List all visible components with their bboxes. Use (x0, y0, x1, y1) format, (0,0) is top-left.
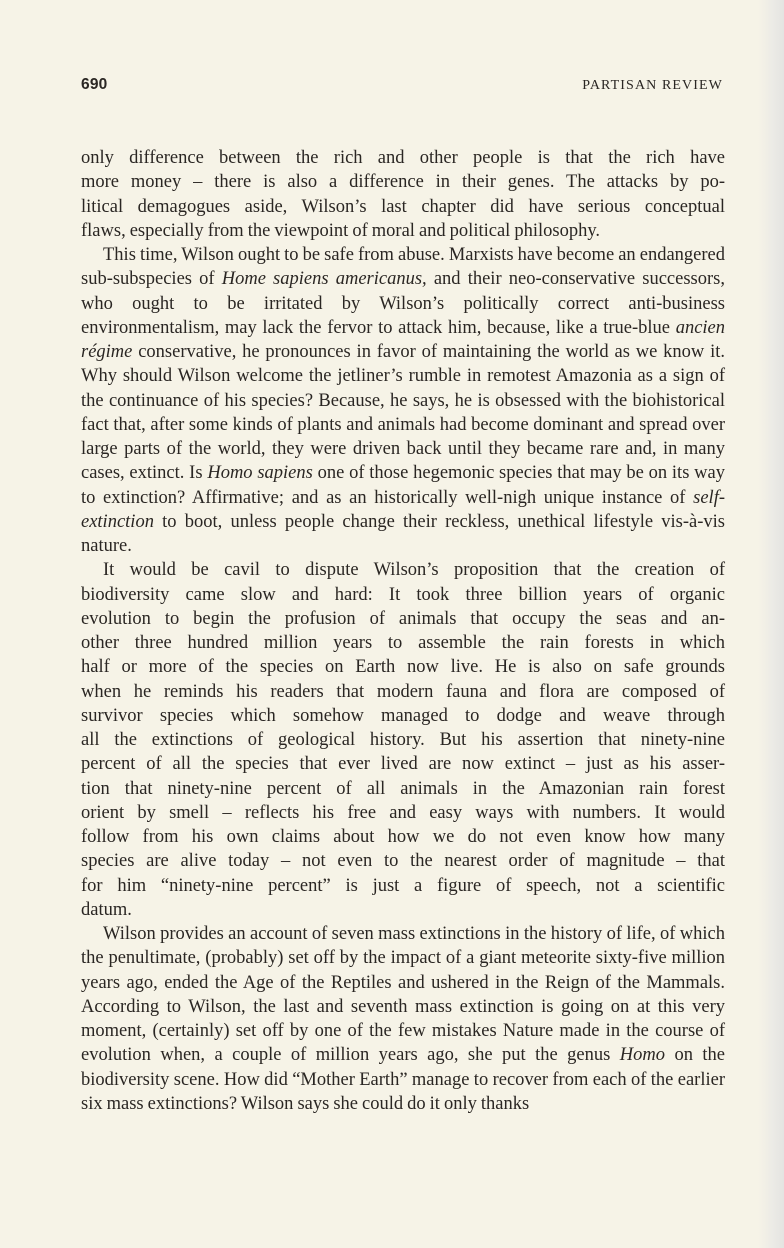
text-run: one of those hegemonic species that may be on its way to extinction? Affirmative; and as an historically well-nigh unique instance of (81, 463, 725, 508)
text-line: tion that ninety-nine percent of all animals in the Amazonian rain forest (81, 778, 725, 799)
text-line: survivor species which somehow managed to dodge and weave through (81, 705, 725, 726)
article-body (81, 146, 725, 1116)
text-line: orient by smell – reflects his free and easy ways with numbers. It would (81, 802, 725, 823)
text-line: flaws, especially from the viewpoint of moral and political philosophy. (81, 220, 600, 241)
italic-run: Homo (619, 1045, 665, 1066)
text-line: half or more of the species on Earth now live. He is also on safe grounds (81, 657, 725, 678)
text-line: for him “ninety-nine percent” is just a figure of speech, not a scientific (81, 875, 725, 896)
text-run: conservative, he pronounces in favor of maintaining the world as we know it. Why should Wilson welcome the jetliner’s rumble in remotest Amazonia as a sign of the continuance of his species? Because, he says, he is obsessed with the biohistorical fact that, after some kinds of plants and animals had become dominant and spread over large parts of the world, they were driven back until they became rare and, in many cases, extinct. Is (81, 342, 725, 484)
text-line: evolution to begin the profusion of animals that occupy the seas and an- (81, 608, 725, 629)
text-line: It would be cavil to dispute Wilson’s proposition that the creation of (103, 560, 725, 581)
text-run: Wilson provides an account of seven mass extinctions in the history of life, of which the penultimate, (probably) set off by the impact of a giant meteorite sixty-five million years ago, ended the Age of the Reptiles and ushered in the Reign of the Mammals. According to Wilson, the last and seventh mass extinction is going on at this very moment, (certainly) set off by one of the few mistakes Nature made in the course of evolution when, a couple of million years ago, she put the genus (81, 924, 725, 1066)
italic-run: Homo sapiens (207, 463, 313, 484)
text-line: percent of all the species that ever lived are now extinct – just as his asser- (81, 754, 725, 775)
text-line: follow from his own claims about how we do not even know how many (81, 827, 725, 847)
text-line: all the extinctions of geological history. But his assertion that ninety-nine (81, 730, 725, 750)
italic-run: ancien régime (81, 317, 725, 362)
running-head: PARTISAN REVIEW (582, 78, 723, 93)
text-line: when he reminds his readers that modern fauna and flora are composed of (81, 681, 725, 702)
page-edge-shadow (758, 0, 784, 1248)
text-line: more money – there is also a difference in their genes. The attacks by po- (81, 172, 725, 193)
text-line: litical demagogues aside, Wilson’s last chapter did have serious conceptual (81, 196, 725, 217)
italic-run: Home sapiens americanus, (221, 269, 427, 290)
page-header (81, 76, 723, 94)
text-line: species are alive today – not even to the nearest order of magnitude – that (81, 851, 725, 872)
text-run: This time, Wilson ought to be safe from abuse. Marxists have become an endangered sub-subspecies of (81, 245, 725, 290)
page-number: 690 (81, 76, 108, 93)
text-line: only difference between the rich and other people is that the rich have (81, 148, 725, 168)
italic-run: self-extinction (81, 487, 725, 532)
paragraph (81, 922, 725, 1116)
text-run: on the biodiversity scene. How did “Mother Earth” manage to recover from each of the earlier six mass extinctions? Wilson says she could do it only thanks (81, 1045, 725, 1114)
text-run: and their neo-conservative successors, who ought to be irritated by Wilson’s politically correct anti-business environmentalism, may lack the fervor to attack him, because, like a true-blue (81, 269, 725, 338)
text-line: other three hundred million years to assemble the rain forests in which (81, 633, 725, 653)
paragraph (81, 243, 725, 558)
text-line: datum. (81, 899, 132, 920)
text-run: to boot, unless people change their reckless, unethical lifestyle vis-à-vis nature. (81, 511, 725, 556)
text-line: biodiversity came slow and hard: It took three billion years of organic (81, 584, 725, 605)
